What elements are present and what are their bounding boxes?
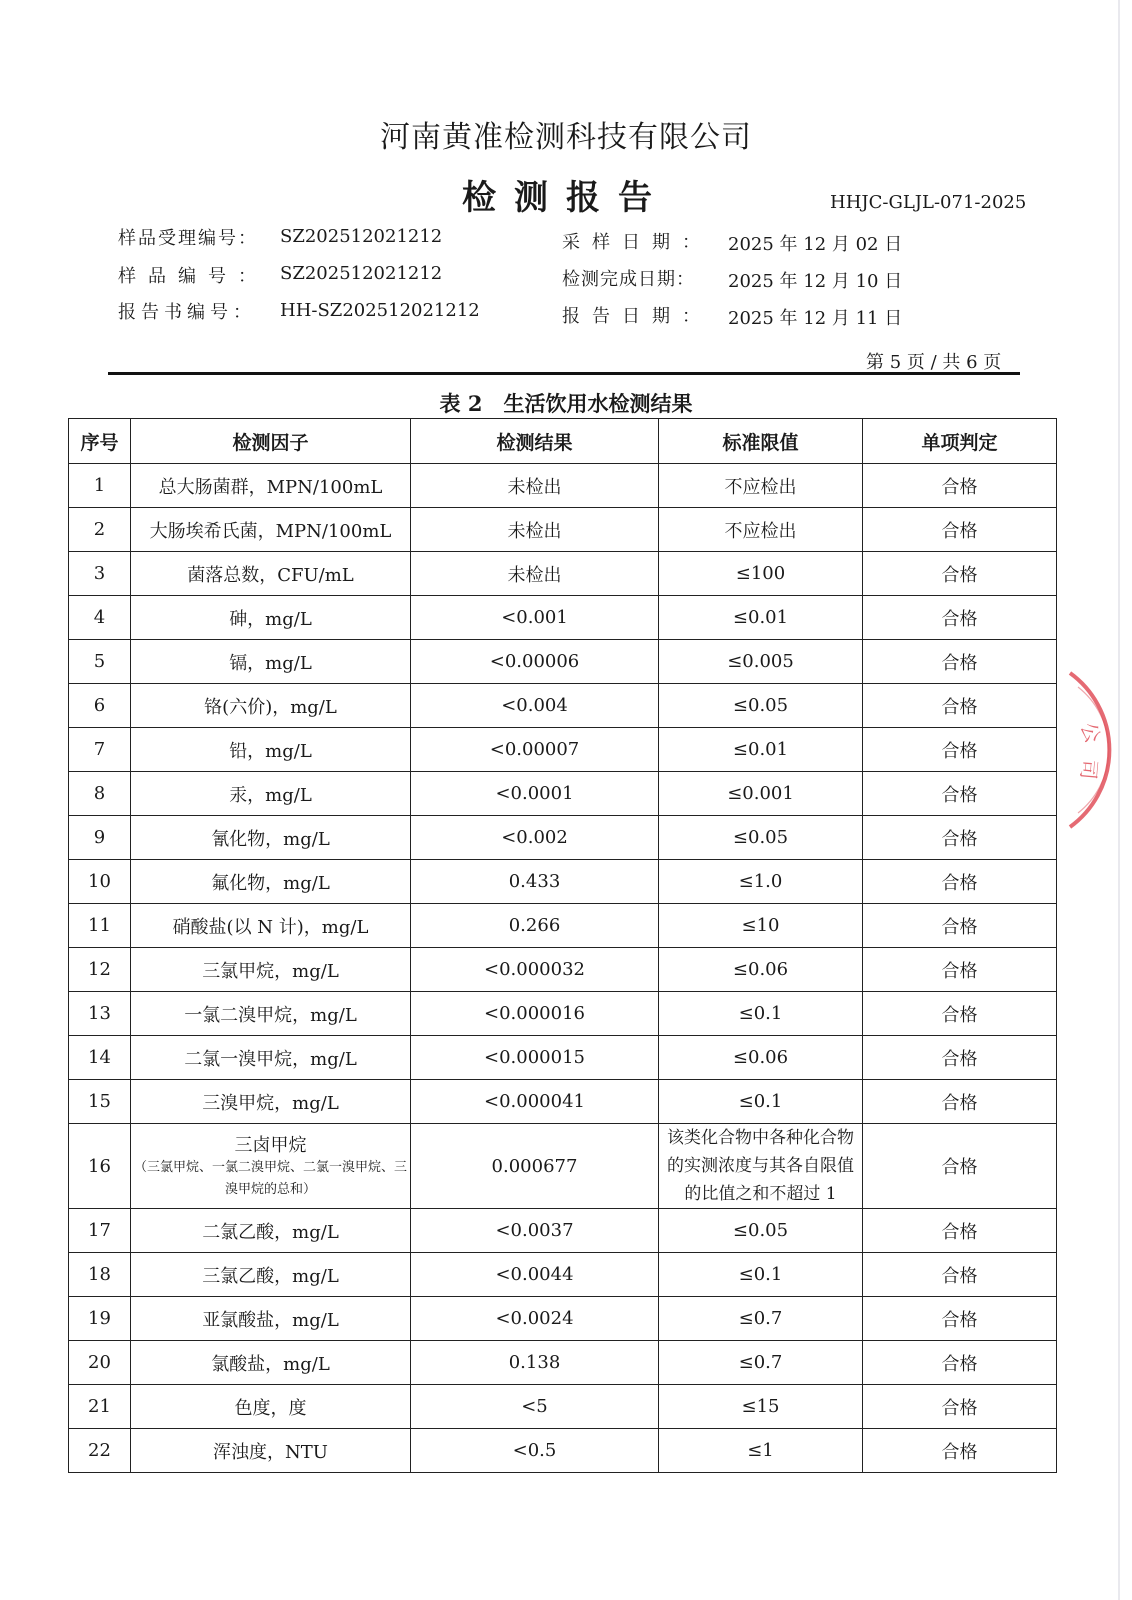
cell-result: <0.0044 <box>411 1253 659 1297</box>
table-row <box>69 728 1057 772</box>
cell-judgement: 合格 <box>863 640 1057 684</box>
cell-judgement: 合格 <box>863 1253 1057 1297</box>
cell-factor: 三溴甲烷，mg/L <box>131 1080 411 1124</box>
cell-result: <0.002 <box>411 816 659 860</box>
report-code: HHJC-GLJL-071-2025 <box>830 192 1027 213</box>
svg-text:司: 司 <box>1076 758 1102 781</box>
table-row <box>69 948 1057 992</box>
cell-limit: ≤1.0 <box>659 860 863 904</box>
cell-seq: 7 <box>69 728 131 772</box>
cell-seq: 18 <box>69 1253 131 1297</box>
cell-factor: 氯酸盐，mg/L <box>131 1341 411 1385</box>
completion-date-value: 2025 年 12 月 10 日 <box>728 271 903 292</box>
cell-result: 0.433 <box>411 860 659 904</box>
cell-limit: ≤0.01 <box>659 596 863 640</box>
header-result: 检测结果 <box>411 419 659 464</box>
cell-factor: 一氯二溴甲烷，mg/L <box>131 992 411 1036</box>
cell-result: <0.0037 <box>411 1209 659 1253</box>
cell-result: <5 <box>411 1385 659 1429</box>
cell-factor: 铅，mg/L <box>131 728 411 772</box>
cell-judgement: 合格 <box>863 464 1057 508</box>
cell-seq: 21 <box>69 1385 131 1429</box>
cell-factor: 硝酸盐(以 N 计)，mg/L <box>131 904 411 948</box>
cell-seq: 9 <box>69 816 131 860</box>
completion-date-row <box>562 265 695 291</box>
report-date-value: 2025 年 12 月 11 日 <box>728 308 903 329</box>
cell-factor: 铬(六价)，mg/L <box>131 684 411 728</box>
cell-judgement: 合格 <box>863 1385 1057 1429</box>
header-judgement: 单项判定 <box>863 419 1057 464</box>
cell-factor: 二氯乙酸，mg/L <box>131 1209 411 1253</box>
cell-seq: 15 <box>69 1080 131 1124</box>
cell-seq: 13 <box>69 992 131 1036</box>
cell-seq: 2 <box>69 508 131 552</box>
cell-factor: 色度，度 <box>131 1385 411 1429</box>
cell-limit: ≤0.7 <box>659 1297 863 1341</box>
table-row <box>69 1124 1057 1209</box>
cell-judgement: 合格 <box>863 772 1057 816</box>
cell-result: <0.000015 <box>411 1036 659 1080</box>
sample-receipt-no-value: SZ202512021212 <box>280 226 443 247</box>
cell-seq: 4 <box>69 596 131 640</box>
cell-limit: 该类化合物中各种化合物的实测浓度与其各自限值的比值之和不超过 1 <box>659 1124 863 1209</box>
cell-factor: 氟化物，mg/L <box>131 860 411 904</box>
sample-no-value: SZ202512021212 <box>280 263 443 284</box>
cell-factor: 砷，mg/L <box>131 596 411 640</box>
cell-limit: ≤0.06 <box>659 948 863 992</box>
table-row <box>69 772 1057 816</box>
cell-limit: 不应检出 <box>659 508 863 552</box>
cell-limit: ≤0.01 <box>659 728 863 772</box>
table-row <box>69 860 1057 904</box>
table-row <box>69 464 1057 508</box>
table-row <box>69 1253 1057 1297</box>
cell-seq: 1 <box>69 464 131 508</box>
cell-judgement: 合格 <box>863 596 1057 640</box>
report-no-row <box>118 298 256 324</box>
cell-result: 未检出 <box>411 552 659 596</box>
cell-limit: ≤0.1 <box>659 1253 863 1297</box>
cell-seq: 17 <box>69 1209 131 1253</box>
header-divider <box>108 372 1020 375</box>
cell-judgement: 合格 <box>863 728 1057 772</box>
cell-factor: 菌落总数，CFU/mL <box>131 552 411 596</box>
sample-no-row <box>118 262 268 288</box>
cell-judgement: 合格 <box>863 816 1057 860</box>
factor-name: 三卤甲烷 <box>234 1135 307 1156</box>
cell-limit: ≤0.7 <box>659 1341 863 1385</box>
sample-receipt-no-label: 样品受理编号： <box>118 228 258 249</box>
cell-judgement: 合格 <box>863 904 1057 948</box>
svg-text:公: 公 <box>1075 719 1106 747</box>
cell-result: 0.138 <box>411 1341 659 1385</box>
cell-result: <0.0024 <box>411 1297 659 1341</box>
cell-limit: ≤1 <box>659 1429 863 1473</box>
table-row <box>69 1429 1057 1473</box>
cell-factor: 三氯甲烷，mg/L <box>131 948 411 992</box>
cell-judgement: 合格 <box>863 1429 1057 1473</box>
cell-result: <0.000016 <box>411 992 659 1036</box>
cell-result: 未检出 <box>411 464 659 508</box>
cell-seq: 6 <box>69 684 131 728</box>
cell-result: <0.001 <box>411 596 659 640</box>
table-row <box>69 1385 1057 1429</box>
table-row <box>69 1036 1057 1080</box>
factor-note: （三氯甲烷、一氯二溴甲烷、二氯一溴甲烷、三溴甲烷的总和） <box>133 1160 407 1197</box>
cell-seq: 20 <box>69 1341 131 1385</box>
cell-judgement: 合格 <box>863 1209 1057 1253</box>
cell-judgement: 合格 <box>863 1080 1057 1124</box>
cell-judgement: 合格 <box>863 992 1057 1036</box>
cell-seq: 10 <box>69 860 131 904</box>
cell-limit: ≤0.001 <box>659 772 863 816</box>
cell-factor: 三氯乙酸，mg/L <box>131 1253 411 1297</box>
cell-judgement: 合格 <box>863 508 1057 552</box>
cell-result: <0.004 <box>411 684 659 728</box>
table-header-row <box>69 419 1057 464</box>
table-row <box>69 816 1057 860</box>
cell-limit: ≤0.05 <box>659 1209 863 1253</box>
table-row <box>69 684 1057 728</box>
table-row <box>69 596 1057 640</box>
cell-limit: ≤100 <box>659 552 863 596</box>
report-date-row <box>562 302 712 328</box>
cell-judgement: 合格 <box>863 1124 1057 1209</box>
report-no-label: 报告书编号： <box>118 302 256 323</box>
cell-seq: 14 <box>69 1036 131 1080</box>
page-number: 第 5 页 / 共 6 页 <box>866 352 1002 373</box>
completion-date-label: 检测完成日期： <box>562 269 695 290</box>
cell-limit: ≤10 <box>659 904 863 948</box>
cell-factor: 浑浊度，NTU <box>131 1429 411 1473</box>
cell-factor: 汞，mg/L <box>131 772 411 816</box>
cell-factor: 氰化物，mg/L <box>131 816 411 860</box>
table-row <box>69 508 1057 552</box>
sample-receipt-no-row <box>118 224 258 250</box>
sampling-date-row <box>562 228 712 254</box>
table-row <box>69 1341 1057 1385</box>
cell-limit: ≤0.005 <box>659 640 863 684</box>
sample-no-label: 样品编号： <box>118 266 268 287</box>
cell-limit: ≤0.05 <box>659 816 863 860</box>
cell-limit: ≤0.1 <box>659 1080 863 1124</box>
header-limit: 标准限值 <box>659 419 863 464</box>
cell-limit: ≤0.1 <box>659 992 863 1036</box>
table-row <box>69 1297 1057 1341</box>
cell-limit: 不应检出 <box>659 464 863 508</box>
cell-judgement: 合格 <box>863 948 1057 992</box>
cell-seq: 22 <box>69 1429 131 1473</box>
company-name: 河南黄准检测科技有限公司 <box>380 120 752 155</box>
cell-factor: 亚氯酸盐，mg/L <box>131 1297 411 1341</box>
cell-seq: 5 <box>69 640 131 684</box>
cell-judgement: 合格 <box>863 1297 1057 1341</box>
cell-factor: 镉，mg/L <box>131 640 411 684</box>
table-row <box>69 1080 1057 1124</box>
cell-seq: 3 <box>69 552 131 596</box>
table-row <box>69 904 1057 948</box>
cell-judgement: 合格 <box>863 860 1057 904</box>
cell-factor: 大肠埃希氏菌，MPN/100mL <box>131 508 411 552</box>
cell-limit: ≤0.06 <box>659 1036 863 1080</box>
table-row <box>69 992 1057 1036</box>
cell-result: <0.00006 <box>411 640 659 684</box>
table-caption: 表 2 生活饮用水检测结果 <box>439 391 693 416</box>
cell-judgement: 合格 <box>863 552 1057 596</box>
cell-seq: 16 <box>69 1124 131 1209</box>
cell-result: <0.00007 <box>411 728 659 772</box>
cell-result: <0.000032 <box>411 948 659 992</box>
header-seq: 序号 <box>69 419 131 464</box>
report-date-label: 报告日期： <box>562 306 712 327</box>
cell-result: <0.0001 <box>411 772 659 816</box>
table-row <box>69 640 1057 684</box>
cell-judgement: 合格 <box>863 1341 1057 1385</box>
cell-limit: ≤15 <box>659 1385 863 1429</box>
page-edge <box>1118 0 1120 1600</box>
cell-seq: 8 <box>69 772 131 816</box>
cell-result: <0.5 <box>411 1429 659 1473</box>
cell-result: 0.266 <box>411 904 659 948</box>
sampling-date-label: 采样日期： <box>562 232 712 253</box>
cell-judgement: 合格 <box>863 1036 1057 1080</box>
cell-judgement: 合格 <box>863 684 1057 728</box>
cell-factor <box>131 1124 411 1209</box>
cell-seq: 12 <box>69 948 131 992</box>
cell-factor: 总大肠菌群，MPN/100mL <box>131 464 411 508</box>
cell-limit: ≤0.05 <box>659 684 863 728</box>
sampling-date-value: 2025 年 12 月 02 日 <box>728 234 903 255</box>
header-factor: 检测因子 <box>131 419 411 464</box>
cell-result: 未检出 <box>411 508 659 552</box>
cell-result: 0.000677 <box>411 1124 659 1209</box>
cell-seq: 19 <box>69 1297 131 1341</box>
cell-factor: 二氯一溴甲烷，mg/L <box>131 1036 411 1080</box>
cell-result: <0.000041 <box>411 1080 659 1124</box>
table-row <box>69 552 1057 596</box>
results-table <box>68 418 1057 1473</box>
report-no-value: HH-SZ202512021212 <box>280 300 480 321</box>
table-row <box>69 1209 1057 1253</box>
cell-seq: 11 <box>69 904 131 948</box>
report-title: 检测报告 <box>462 178 670 218</box>
